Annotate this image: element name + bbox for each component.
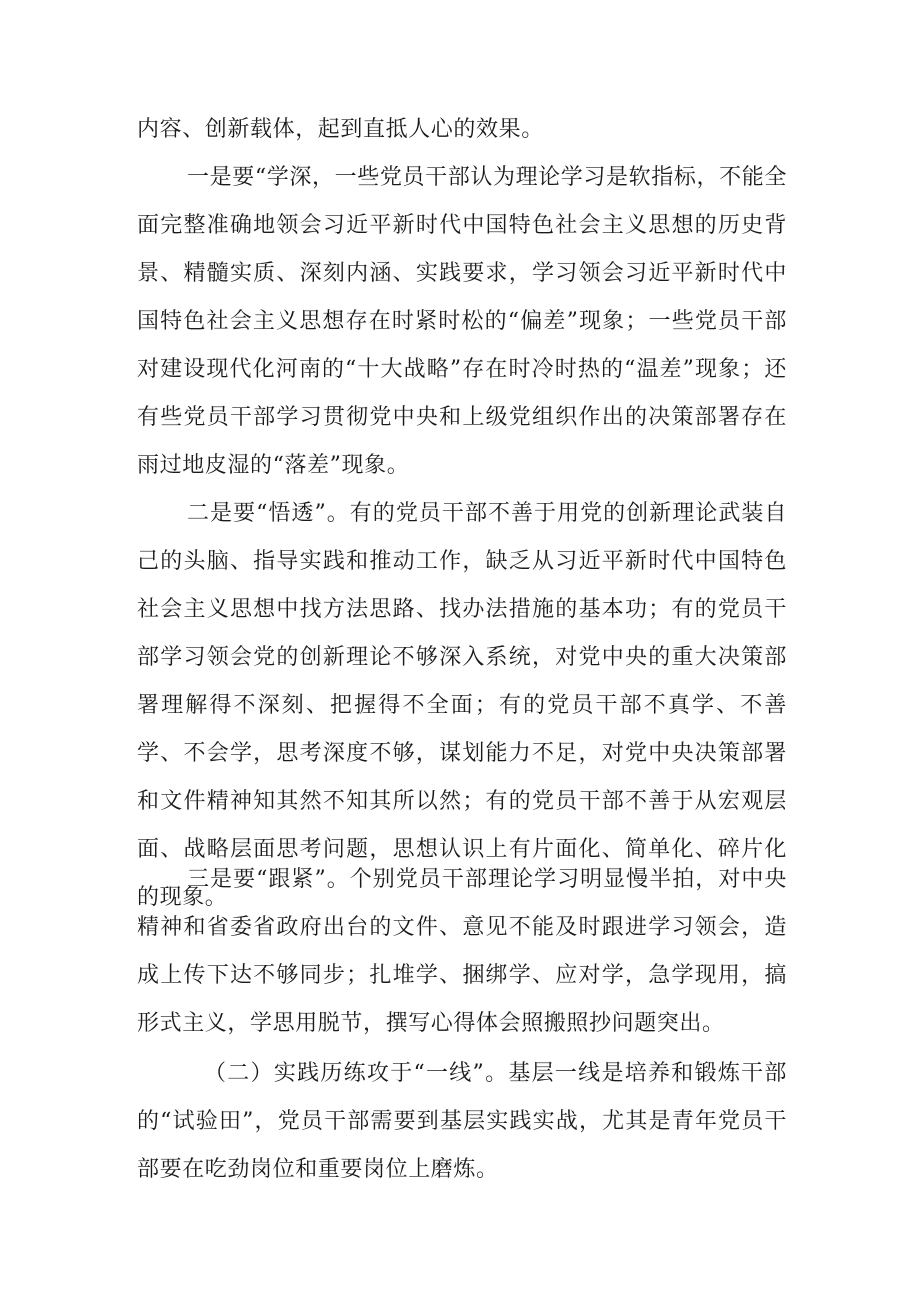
paragraph-understand-thorough: 二是要“悟透”。有的党员干部不善于用党的创新理论武装自己的头脑、指导实践和推动工作，缺乏从习近平新时代中国特色社会主义思想中找方法思路、找办法措施的基本功；有的党员干部学习领会党的创新理论不够深入系统，对党中央的重大决策部署理解得不深刻、把握得不全面；有的党员干部不真学、不善学、不会学，思考深度不够，谋划能力不足，对党中央决策部署和文件精神知其然不知其所以然；有的党员干部不善于从宏观层面、战略层面思考问题，思想认识上有片面化、简单化、碎片化的现象。 <box>137 501 787 910</box>
paragraph-study-deep: 一是要“学深，一些党员干部认为理论学习是软指标，不能全面完整准确地领会习近平新时代中国特色社会主义思想的历史背景、精髓实质、深刻内涵、实践要求，学习领会习近平新时代中国特色社会主义思想存在时紧时松的“偏差”现象；一些党员干部对建设现代化河南的“十大战略”存在时冷时热的“温差”现象；还有些党员干部学习贯彻党中央和上级党组织作出的决策部署存在雨过地皮湿的“落差”现象。 <box>137 165 787 478</box>
paragraph-frontline-practice: （二）实践历练攻于“一线”。基层一线是培养和锻炼干部的“试验田”，党员干部需要到基层实践实战，尤其是青年党员干部要在吃劲岗位和重要岗位上磨炼。 <box>137 1061 787 1182</box>
paragraph-continuation: 内容、创新载体，起到直抵人心的效果。 <box>137 117 544 142</box>
paragraph-follow-closely: 三是要“跟紧”。个别党员干部理论学习明显慢半拍，对中央精神和省委省政府出台的文件、意见不能及时跟进学习领会，造成上传下达不够同步；扎堆学、捆绑学、应对学，急学现用，搞形式主义，学思用脱节，撰写心得体会照搬照抄问题突出。 <box>137 867 787 1036</box>
